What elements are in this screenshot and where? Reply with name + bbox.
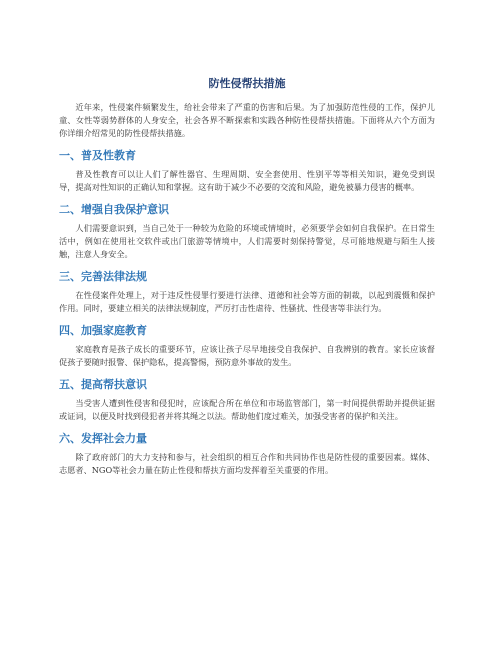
section-body-social-forces: 除了政府部门的大力支持和参与，社会组织的相互合作和共同协作也是防性侵的重要因素。媒体、志愿者、NGO等社会力量在防止性侵和帮扶方面均发挥着至关重要的作用。: [59, 452, 435, 475]
section-body-laws: 在性侵案件处理上，对于违反性侵罪行要进行法律、道德和社会等方面的制裁，以起到震慑和保护作用。同时，要建立相关的法律法规制度，严厉打击性虐待、性骚扰、性侵害等非法行为。: [59, 290, 435, 313]
section-heading-self-protection: 二、增强自我保护意识: [59, 203, 169, 216]
section-heading-social-forces: 六、发挥社会力量: [59, 432, 147, 445]
section-body-assistance: 当受害人遭到性侵害和侵犯时，应该配合所在单位和市场监管部门，第一时间提供帮助并提供证据或证词，以便及时找到侵犯者并将其绳之以法。帮助他们度过难关，加强受害者的保护和关注。: [59, 398, 435, 421]
section-body-self-protection: 人们需要意识到，当自己处于一种较为危险的环境或情境时，必须要学会如何自我保护。在日常生活中，例如在使用社交软件或出门旅游等情境中，人们需要时刻保持警觉，尽可能地规避与陌生人接触，注意人身安全。: [59, 223, 435, 259]
intro-paragraph: 近年来，性侵案件频繁发生，给社会带来了严重的伤害和后果。为了加强防范性侵的工作，保护儿童、女性等弱势群体的人身安全，社会各界不断探索和实践各种防性侵帮扶措施。下面将从六个方面为你详细介绍常见的防性侵帮扶措施。: [59, 102, 435, 138]
document-title: 防性侵帮扶措施: [208, 77, 286, 90]
section-body-sex-education: 普及性教育可以让人们了解性器官、生理周期、安全套使用、性别平等等相关知识，避免受到误导，提高对性知识的正确认知和掌握。这有助于减少不必要的交流和风险，避免被暴力侵害的概率。: [59, 169, 435, 192]
section-body-family-education: 家庭教育是孩子成长的重要环节，应该让孩子尽早地接受自我保护、自我辨别的教育。家长应该督促孩子要随时报警、保护隐私，提高警惕，预防意外事故的发生。: [59, 344, 435, 367]
section-heading-family-education: 四、加强家庭教育: [59, 324, 147, 337]
section-heading-laws: 三、完善法律法规: [59, 270, 147, 283]
section-heading-sex-education: 一、普及性教育: [59, 149, 136, 162]
section-heading-assistance: 五、提高帮扶意识: [59, 378, 147, 391]
